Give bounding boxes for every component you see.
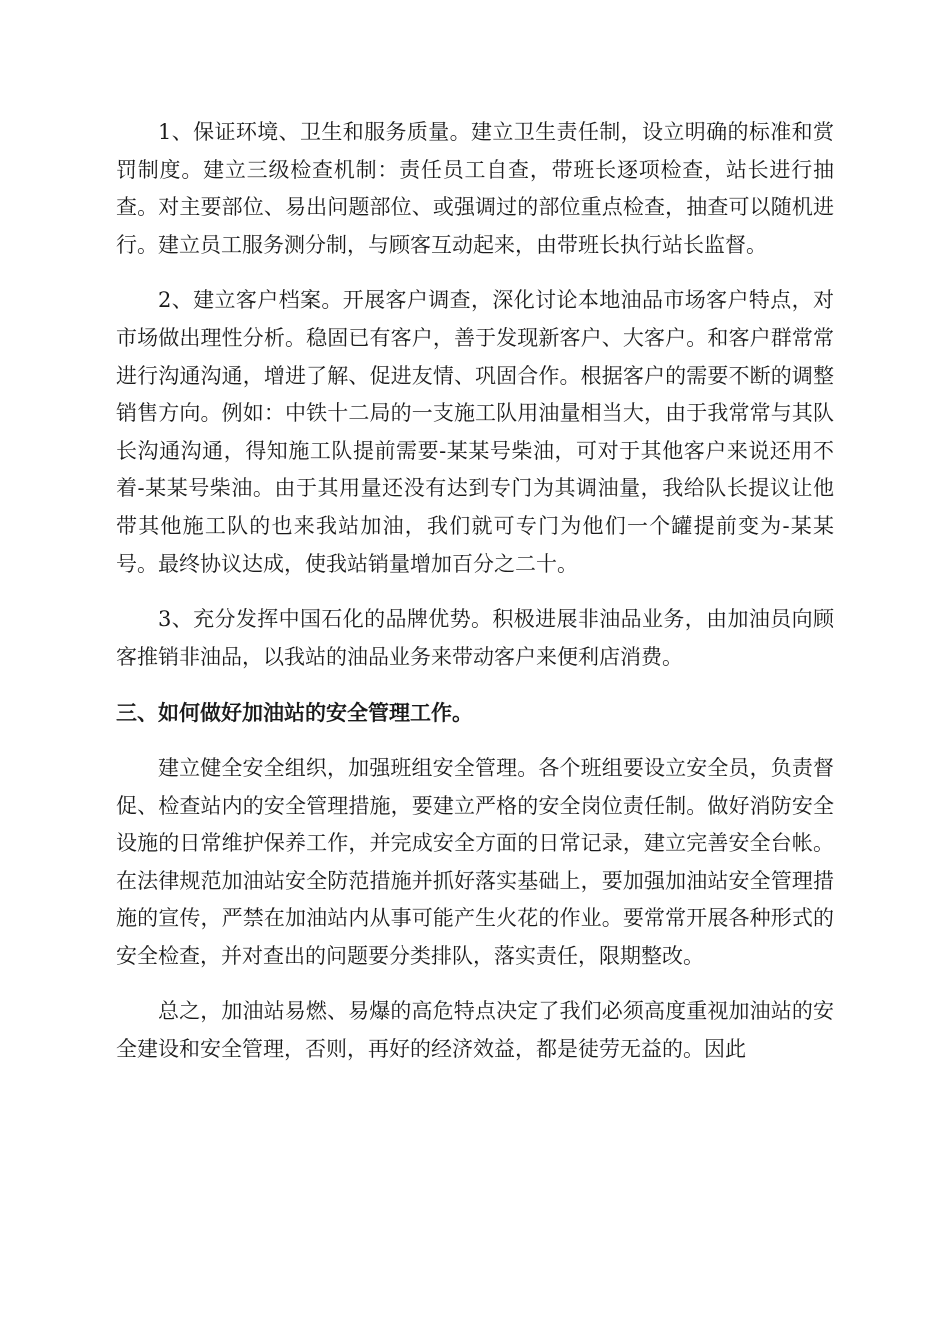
paragraph-service-quality: 1、保证环境、卫生和服务质量。建立卫生责任制，设立明确的标准和赏罚制度。建立三级检查机制：责任员工自查，带班长逐项检查，站长进行抽查。对主要部位、易出问题部位、或强调过的部位重点检查，抽查可以随机进行。建立员工服务测分制，与顾客互动起来，由带班长执行站长监督。	[116, 120, 834, 257]
document-page	[116, 114, 834, 1087]
section-heading-safety: 三、如何做好加油站的安全管理工作。	[116, 700, 473, 726]
paragraph-customer-records: 2、建立客户档案。开展客户调查，深化讨论本地油品市场客户特点，对市场做出理性分析。稳固已有客户，善于发现新客户、大客户。和客户群常常进行沟通沟通，增进了解、促进友情、巩固合作。根据客户的需要不断的调整销售方向。例如：中铁十二局的一支施工队用油量相当大，由于我常常与其队长沟通沟通，得知施工队提前需要-某某号柴油，可对于其他客户来说还用不着-某某号柴油。由于其用量还没有达到专门为其调油量，我给队长提议让他带其他施工队的也来我站加油，我们就可专门为他们一个罐提前变为-某某号。最终协议达成，使我站销量增加百分之二十。	[116, 288, 834, 576]
paragraph-conclusion: 总之，加油站易燃、易爆的高危特点决定了我们必须高度重视加油站的安全建设和安全管理，否则，再好的经济效益，都是徒劳无益的。因此	[116, 999, 834, 1062]
paragraph-brand-advantage: 3、充分发挥中国石化的品牌优势。积极进展非油品业务，由加油员向顾客推销非油品，以我站的油品业务来带动客户来便利店消费。	[116, 607, 834, 669]
paragraph-safety-organization: 建立健全安全组织，加强班组安全管理。各个班组要设立安全员，负责督促、检查站内的安全管理措施，要建立严格的安全岗位责任制。做好消防安全设施的日常维护保养工作，并完成安全方面的日常记录，建立完善安全台帐。在法律规范加油站安全防范措施并抓好落实基础上，要加强加油站安全管理措施的宣传，严禁在加油站内从事可能产生火花的作业。要常常开展各种形式的安全检查，并对查出的问题要分类排队，落实责任，限期整改。	[116, 755, 834, 968]
